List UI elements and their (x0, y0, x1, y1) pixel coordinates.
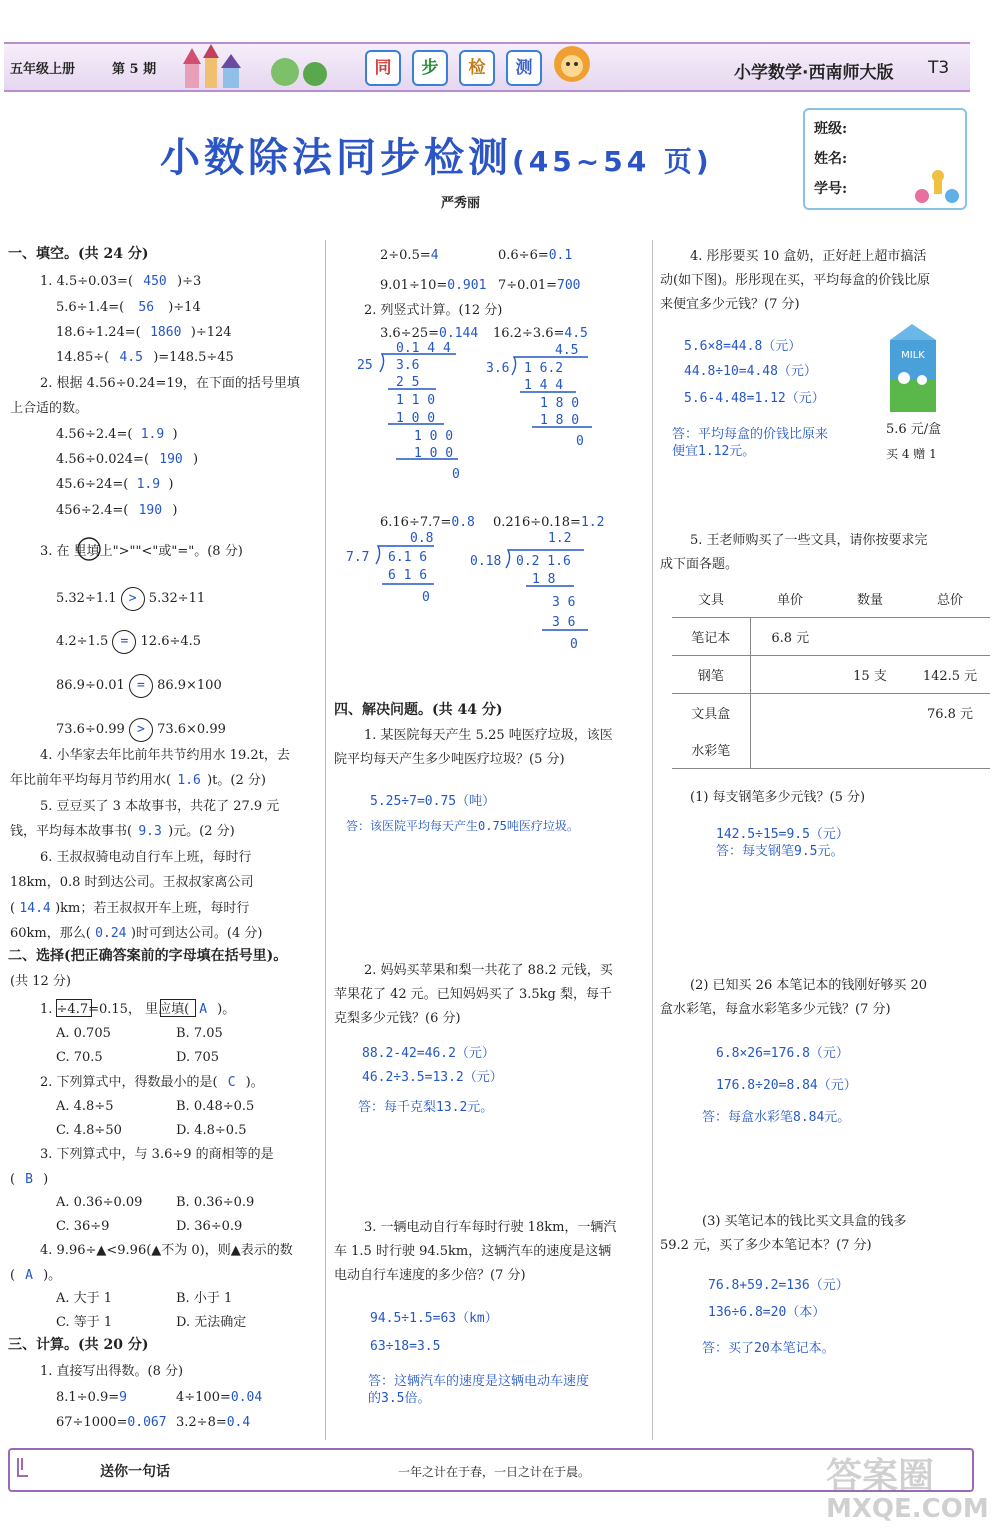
vdiv3-quotient: 0.8 (410, 531, 434, 546)
page-label: T3 (928, 58, 950, 78)
section-3-title: 三、计算。(共 20 分) (8, 1337, 149, 1353)
compare-line1: 5.32÷1.1 > 5.32÷11 (56, 587, 205, 611)
answer[interactable]: 1860 (150, 325, 182, 340)
answer[interactable]: 9 (119, 1390, 127, 1405)
problem-4-answer3: 5.6-4.48=1.12（元） (684, 391, 825, 406)
problem-2-line1: 2. 妈妈买苹果和梨一共花了 88.2 元钱，买 (364, 963, 613, 978)
problem-5-3-answer3: 答：买了20本笔记本。 (702, 1341, 835, 1356)
vdiv2-question: 16.2÷3.6=4.5 (493, 326, 588, 341)
table-cell (830, 731, 910, 769)
blank-box (160, 999, 196, 1017)
vdiv4-step1: 1 8 (532, 572, 556, 587)
vdiv2-divisor: 3.6 (486, 361, 510, 376)
problem-5-3-line2: 59.2 元，买了多少本笔记本？(7 分) (660, 1238, 872, 1253)
vdiv3-dividend: 6.1 6 (388, 550, 428, 565)
choice-q2-opt-d[interactable]: D. 4.8÷0.5 (176, 1123, 247, 1138)
table-cell (750, 656, 830, 694)
author: 严秀丽 (441, 196, 481, 211)
fill-q2-line3: 45.6÷24=( 1.9 ) (56, 477, 174, 492)
column-divider-1 (325, 240, 326, 1440)
problem-2-answer2: 46.2÷3.5=13.2（元） (362, 1070, 503, 1085)
fill-q4-line2: 年比前年平均每月节约用水( 1.6 )t。(2 分) (10, 773, 266, 788)
answer[interactable]: 14.4 (19, 901, 51, 916)
watermark-text: 答案圈 (826, 1456, 935, 1497)
compare-answer[interactable]: = (112, 630, 136, 654)
answer[interactable]: 56 (138, 300, 155, 315)
table-cell: 钢笔 (672, 656, 750, 694)
choice-q1-opt-a[interactable]: A. 0.705 (56, 1026, 111, 1041)
table-row (672, 731, 990, 769)
fill-q6-line4: 60km，那么( 0.24 )时可到达公司。(4 分) (10, 926, 263, 941)
compare-answer[interactable]: > (129, 718, 153, 742)
section-2-score: (共 12 分) (10, 974, 71, 989)
answer[interactable]: 1.9 (140, 427, 165, 442)
problem-1-answer1: 5.25÷7=0.75（吨） (370, 794, 496, 809)
fill-q2-text2: 上合适的数。 (10, 401, 89, 416)
choice-q1-opt-c[interactable]: C. 70.5 (56, 1050, 103, 1065)
fill-q6-line2: 18km，0.8 时到达公司。王叔叔家离公司 (10, 875, 254, 890)
answer[interactable]: 0.1 (548, 248, 573, 263)
vdiv1-bracket (376, 352, 466, 464)
vdiv1-quotient: 0.1 4 4 (396, 341, 451, 356)
problem-5-1: (1) 每支钢笔多少元钱？(5 分) (690, 790, 866, 805)
table-cell (910, 618, 990, 656)
choice-q3-opt-c[interactable]: C. 36÷9 (56, 1219, 110, 1234)
vdiv1-step3: 1 0 0 (396, 411, 436, 426)
vdiv2-step3: 1 8 0 (540, 413, 580, 428)
problem-5-2-line2: 盒水彩笔，每盒水彩笔多少元钱？(7 分) (660, 1002, 891, 1017)
footer-bracket-icon (14, 1456, 32, 1480)
choice-q4-opt-b[interactable]: B. 小于 1 (176, 1291, 233, 1306)
section-4-title: 四、解决问题。(共 44 分) (334, 702, 503, 718)
problem-4-line2: 动(如下图)。彤彤现在买，平均每盒的价钱比原 (660, 273, 931, 288)
name-field[interactable]: 姓名: (814, 151, 848, 167)
tag-ce: 测 (506, 50, 542, 86)
footer-label: 送你一句话 (100, 1464, 170, 1480)
section-1-title: 一、填空。(共 24 分) (8, 246, 149, 262)
table-row (672, 694, 990, 732)
vdiv2-bracket (508, 355, 598, 435)
table-header-row (672, 580, 990, 618)
column-divider-2 (652, 240, 653, 1440)
problem-4-answer1: 5.6×8=44.8（元） (684, 339, 802, 354)
table-cell: 15 支 (830, 656, 910, 694)
grade-label: 五年级上册 (10, 62, 76, 77)
answer[interactable]: 450 (143, 274, 167, 289)
problem-4-line1: 4. 彤彤要买 10 盒奶，正好赶上超市搞活 (690, 249, 927, 264)
giraffe-icon (912, 170, 960, 204)
vdiv4-question: 0.216÷0.18=1.2 (493, 515, 605, 530)
stationery-table (672, 580, 990, 769)
vdiv4-divisor: 0.18 (470, 554, 502, 569)
choice-answer[interactable]: C (227, 1075, 236, 1090)
choice-q3-answer: ( B ) (10, 1172, 49, 1187)
choice-q1-opt-d[interactable]: D. 705 (176, 1050, 220, 1065)
problem-1-line2: 院平均每天产生多少吨医疗垃圾？(5 分) (334, 752, 565, 767)
castle-decoration (175, 42, 355, 88)
table-cell (830, 618, 910, 656)
answer[interactable]: 190 (159, 452, 183, 467)
choice-q3: 3. 下列算式中，与 3.6÷9 的商相等的是 (40, 1147, 274, 1162)
issue-label: 第 5 期 (112, 62, 157, 77)
table-cell (830, 694, 910, 732)
answer[interactable]: 4 (430, 248, 439, 263)
fill-q5-line2: 钱，平均每本故事书( 9.3 )元。(2 分) (10, 824, 235, 839)
table-cell: 6.8 元 (750, 618, 830, 656)
fill-q2-text: 2. 根据 4.56÷0.24=19，在下面的括号里填 (40, 376, 300, 391)
tag-bu: 步 (412, 50, 448, 86)
choice-answer[interactable]: B (25, 1172, 33, 1187)
choice-q4: 4. 9.96÷▲<9.96(▲不为 0)，则▲表示的数 (40, 1243, 293, 1258)
compare-line2: 4.2÷1.5 = 12.6÷4.5 (56, 630, 201, 654)
problem-5-2-answer2: 176.8÷20=8.84（元） (716, 1078, 857, 1093)
answer[interactable]: 1.6 (177, 773, 201, 788)
choice-q4-opt-c[interactable]: C. 等于 1 (56, 1315, 113, 1330)
table-cell (750, 731, 830, 769)
calc-line1b: 4÷100=0.04 (176, 1390, 263, 1405)
fill-q2-line4: 456÷2.4=( 190 ) (56, 503, 178, 518)
answer[interactable]: 0.4 (226, 1415, 251, 1430)
vdiv2-dividend: 1 6.2 (524, 361, 564, 376)
calc-line4b: 7÷0.01=700 (498, 278, 581, 293)
vdiv3-question: 6.16÷7.7=0.8 (380, 515, 475, 530)
problem-5-line2: 成下面各题。 (660, 557, 739, 572)
blank-box (56, 999, 92, 1017)
class-field[interactable]: 班级: (814, 121, 848, 137)
problem-5-2-answer3: 答：每盒水彩笔8.84元。 (702, 1110, 851, 1125)
answer[interactable]: 0.067 (127, 1415, 167, 1430)
calc-line2b: 3.2÷8=0.4 (176, 1415, 251, 1430)
vdiv3-divisor: 7.7 (346, 550, 370, 565)
milk-label: MILK (901, 350, 925, 361)
vdiv1-divisor: 25 (357, 358, 373, 373)
milk-offer: 买 4 赠 1 (886, 447, 937, 461)
problem-3-answer3: 答：这辆汽车的速度是这辆电动车速度 (368, 1374, 590, 1389)
answer[interactable]: 700 (557, 278, 581, 293)
problem-1-answer2: 答：该医院平均每天产生0.75吨医疗垃圾。 (346, 819, 579, 833)
problem-3-line1: 3. 一辆电动自行车每时行驶 18km，一辆汽 (364, 1220, 617, 1235)
section-2-title: 二、选择(把正确答案前的字母填在括号里)。 (8, 948, 288, 964)
fill-q2-line1: 4.56÷2.4=( 1.9 ) (56, 427, 178, 442)
fill-q1-line4: 14.85÷( 4.5 )=148.5÷45 (56, 350, 234, 365)
fill-q2-line2: 4.56÷0.024=( 190 ) (56, 452, 199, 467)
choice-q3-opt-b[interactable]: B. 0.36÷0.9 (176, 1195, 255, 1210)
answer[interactable]: 4.5 (564, 326, 588, 341)
number-field[interactable]: 学号: (814, 181, 848, 197)
calc-line2: 67÷1000=0.067 (56, 1415, 167, 1430)
title-text: 小数除法同步检测 (160, 135, 512, 181)
tag-jian: 检 (459, 50, 495, 86)
vdiv4-quotient: 1.2 (548, 531, 572, 546)
milk-carton-image (884, 322, 942, 414)
table-cell (750, 694, 830, 732)
problem-3-line2: 车 1.5 时行驶 94.5km，这辆汽车的速度是这辆 (334, 1244, 612, 1259)
problem-3-answer4: 的3.5倍。 (368, 1391, 431, 1406)
fill-q3-text: 3. 在 里填上">""<"或"="。(8 分) (40, 544, 243, 559)
table-cell: 笔记本 (672, 618, 750, 656)
problem-4-line3: 来便宜多少元钱？(7 分) (660, 297, 800, 312)
vdiv3-rem: 0 (422, 590, 430, 605)
vdiv4-step2: 3 6 (552, 595, 576, 610)
vdiv1-question: 3.6÷25=0.144 (380, 326, 479, 341)
answer[interactable]: 0.144 (439, 326, 479, 341)
table-header-cell: 数量 (830, 580, 910, 618)
choice-q4-opt-a[interactable]: A. 大于 1 (56, 1291, 113, 1306)
table-header-cell: 单价 (750, 580, 830, 618)
lion-mascot-icon (552, 44, 592, 86)
compare-line3: 86.9÷0.01 = 86.9×100 (56, 674, 222, 698)
calc-line1: 8.1÷0.9=9 (56, 1390, 127, 1405)
vdiv2-rem: 0 (576, 434, 584, 449)
problem-5-2-line1: (2) 已知买 26 本笔记本的钱刚好够买 20 (690, 978, 928, 993)
choice-q4-opt-d[interactable]: D. 无法确定 (176, 1315, 247, 1330)
table-row (672, 656, 990, 694)
problem-5-3-line1: (3) 买笔记本的钱比买文具盒的钱多 (702, 1214, 907, 1229)
fill-q1-line1: 1. 4.5÷0.03=( 450 )÷3 (40, 274, 202, 289)
answer[interactable]: 9.3 (138, 824, 162, 839)
choice-q2: 2. 下列算式中，得数最小的是( C )。 (40, 1075, 264, 1090)
subject-label: 小学数学·西南师大版 (734, 63, 894, 83)
answer[interactable]: 0.8 (451, 515, 475, 530)
compare-answer[interactable]: = (129, 674, 153, 698)
problem-5-3-answer2: 136÷6.8=20（本） (708, 1305, 826, 1320)
choice-q3-opt-d[interactable]: D. 36÷0.9 (176, 1219, 243, 1234)
vdiv1-step5: 1 0 0 (414, 446, 454, 461)
fill-q6-line1: 6. 王叔叔骑电动自行车上班，每时行 (40, 850, 252, 865)
vdiv2-quotient: 4.5 (555, 343, 579, 358)
choice-q3-opt-a[interactable]: A. 0.36÷0.09 (56, 1195, 143, 1210)
problem-1-line1: 1. 某医院每天产生 5.25 吨医疗垃圾，该医 (364, 728, 613, 743)
table-cell: 76.8 元 (926, 707, 974, 722)
vdiv4-dividend: 0.2 1.6 (516, 554, 571, 569)
choice-q2-opt-c[interactable]: C. 4.8÷50 (56, 1123, 122, 1138)
vdiv1-step1: 2 5 (396, 375, 420, 390)
compare-line4: 73.6÷0.99 > 73.6×0.99 (56, 718, 226, 742)
fill-q5-line1: 5. 豆豆买了 3 本故事书，共花了 27.9 元 (40, 799, 280, 814)
vdiv4-rem: 0 (570, 637, 578, 652)
answer[interactable]: 4.5 (119, 350, 143, 365)
answer[interactable]: 0.04 (230, 1390, 263, 1405)
problem-3-answer2: 63÷18=3.5 (370, 1339, 441, 1354)
table-cell (910, 731, 990, 769)
answer[interactable]: 1.2 (580, 515, 605, 530)
answer[interactable]: 0.24 (95, 926, 127, 941)
vdiv2-step1: 1 4 4 (524, 378, 564, 393)
problem-2-line3: 克梨多少元钱？(6 分) (334, 1011, 461, 1026)
problem-3-line3: 电动自行车速度的多少倍？(7 分) (334, 1268, 526, 1283)
table-cell: 水彩笔 (672, 731, 750, 769)
title-pages: (45~54 页) (512, 145, 713, 178)
answer[interactable]: 0.901 (447, 278, 487, 293)
problem-4-answer5: 便宜1.12元。 (672, 444, 756, 459)
choice-q4-answer: ( A )。 (10, 1268, 62, 1283)
problem-2-line2: 苹果花了 42 元。已知妈妈买了 3.5kg 梨，每千 (334, 987, 612, 1002)
problem-5-2-answer1: 6.8×26=176.8（元） (716, 1046, 849, 1061)
choice-q1-opt-b[interactable]: B. 7.05 (176, 1026, 223, 1041)
problem-4-answer2: 44.8÷10=4.48（元） (684, 364, 817, 379)
page-title (160, 126, 713, 183)
tag-tong: 同 (365, 50, 401, 86)
problem-5-1-answer2: 答：每支钢笔9.5元。 (716, 844, 844, 859)
vdiv4-step3: 3 6 (552, 615, 576, 630)
problem-3-answer1: 94.5÷1.5=63（km） (370, 1311, 498, 1326)
problem-4-answer4: 答：平均每盒的价钱比原来 (672, 427, 829, 442)
calc-line3: 2÷0.5=4 (380, 248, 439, 263)
problem-2-answer1: 88.2-42=46.2（元） (362, 1046, 495, 1061)
answer[interactable]: 1.9 (136, 477, 161, 492)
table-cell: 142.5 元 (910, 656, 990, 694)
problem-5-line1: 5. 王老师购买了一些文具，请你按要求完 (690, 533, 928, 548)
vdiv1-rem: 0 (452, 467, 460, 482)
table-cell: 文具盒 (691, 707, 731, 722)
fill-q1-line2: 5.6÷1.4=( 56 )÷14 (56, 300, 201, 315)
fill-q1-line3: 18.6÷1.24=( 1860 )÷124 (56, 325, 232, 340)
compare-answer[interactable]: > (121, 587, 145, 611)
problem-5-1-answer1: 142.5÷15=9.5（元） (716, 827, 849, 842)
choice-q2-opt-a[interactable]: A. 4.8÷5 (56, 1099, 114, 1114)
fill-q4-line1: 4. 小华家去年比前年共节约用水 19.2t，去 (40, 748, 290, 763)
watermark-url: MXQE.COM (826, 1494, 989, 1524)
calc-title: 1. 直接写出得数。(8 分) (40, 1364, 184, 1379)
table-row (672, 618, 990, 656)
fill-q6-line3: ( 14.4 )km；若王叔叔开车上班，每时行 (10, 901, 250, 916)
vdiv1-step4: 1 0 0 (414, 429, 454, 444)
problem-2-answer3: 答：每千克梨13.2元。 (358, 1100, 494, 1115)
footer-quote: 一年之计在于春，一日之计在于晨。 (398, 1465, 591, 1479)
circle-blank-icon (76, 536, 102, 562)
vdiv1-step2: 1 1 0 (396, 393, 436, 408)
table-header-cell: 总价 (910, 580, 990, 618)
problem-5-3-answer1: 76.8+59.2=136（元） (708, 1278, 849, 1293)
vdiv2-step2: 1 8 0 (540, 396, 580, 411)
table-header-cell: 文具 (672, 580, 750, 618)
choice-q1: 1. ÷4.7=0.15， 里应填( A )。 (40, 1002, 236, 1017)
choice-answer[interactable]: A (199, 1002, 208, 1017)
milk-price: 5.6 元/盒 (886, 422, 942, 437)
choice-q2-opt-b[interactable]: B. 0.48÷0.5 (176, 1099, 255, 1114)
choice-answer[interactable]: A (25, 1268, 33, 1283)
vdiv3-bracket (372, 544, 442, 590)
vdiv1-dividend: 3.6 (396, 358, 420, 373)
calc-line4: 9.01÷10=0.901 (380, 278, 487, 293)
calc-line3b: 0.6÷6=0.1 (498, 248, 573, 263)
answer[interactable]: 190 (138, 503, 163, 518)
vertical-calc-title: 2. 列竖式计算。(12 分) (364, 303, 503, 318)
vdiv4-bracket (502, 548, 594, 634)
vdiv3-step1: 6 1 6 (388, 568, 428, 583)
